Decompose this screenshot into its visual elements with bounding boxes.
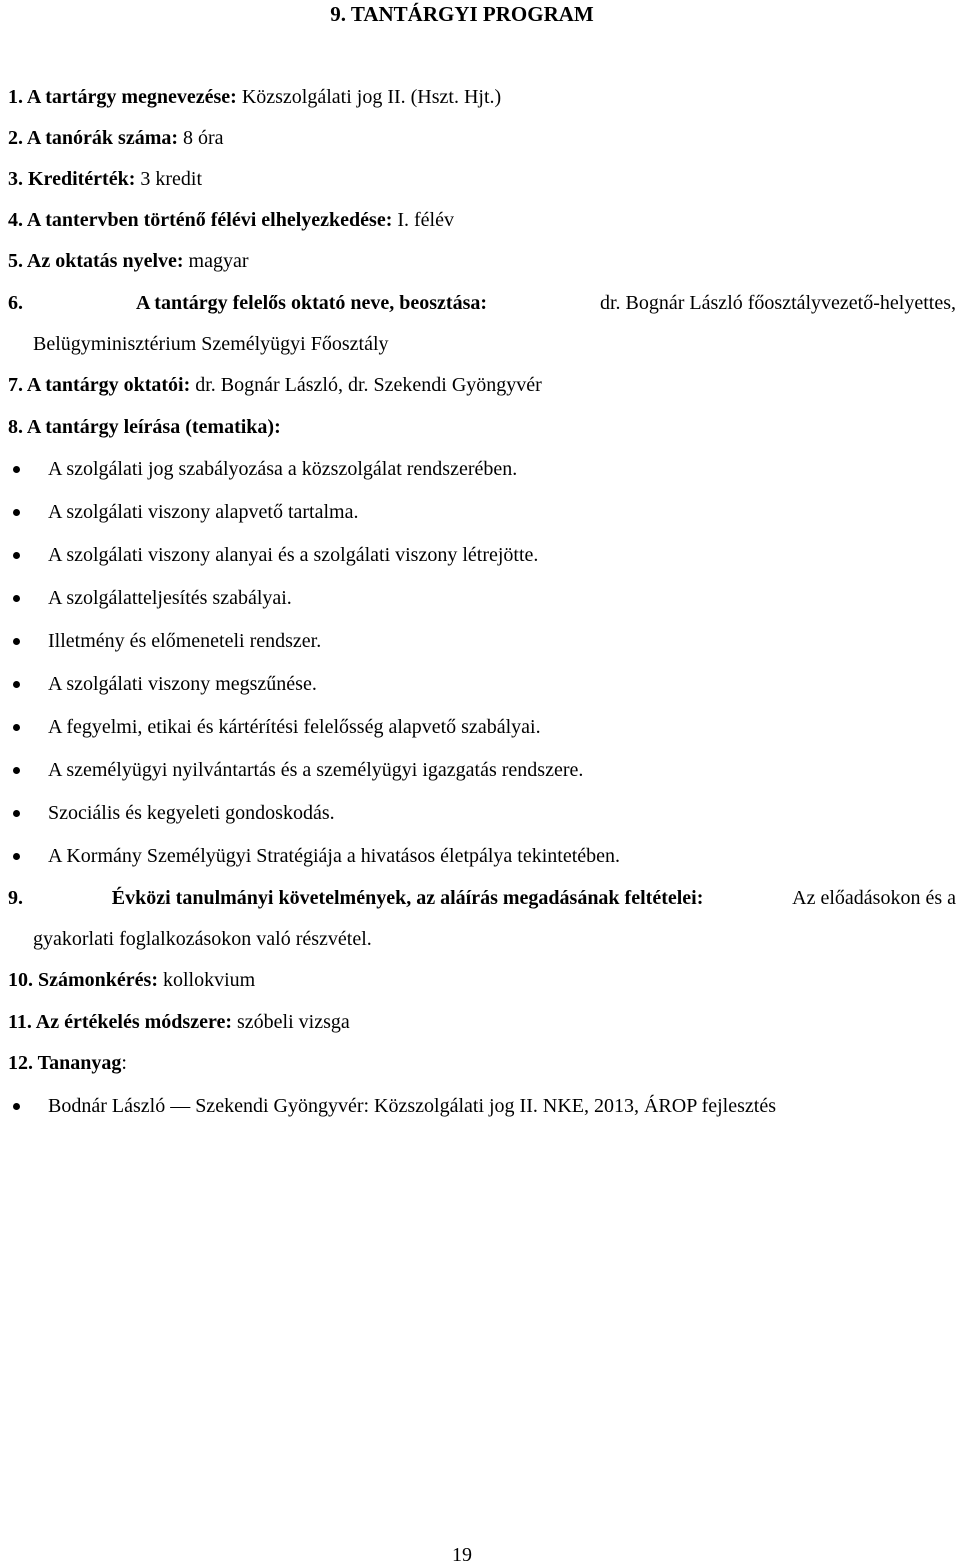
item-label: A tantervben történő félévi elhelyezkedése: [26, 209, 393, 231]
bullet-icon [13, 853, 20, 860]
bullet-icon [13, 638, 20, 645]
item-number: 6. [8, 292, 23, 314]
item-label: A tantárgy leírása (tematika): [26, 416, 281, 438]
item-label: Számonkérés: [38, 969, 158, 991]
item-label: Tananyag [37, 1052, 122, 1074]
item-value: Közszolgálati jog II. (Hszt. Hjt.) [236, 86, 502, 108]
item-label: Az oktatás nyelve: [26, 250, 184, 272]
topic-text: A szolgálati viszony alanyai és a szolgálati viszony létrejötte. [48, 544, 539, 566]
item-number: 4. [8, 209, 27, 231]
bullet-icon [13, 681, 20, 688]
bullet-icon [13, 1103, 20, 1110]
item-value: magyar [183, 250, 249, 272]
item-number: 8. [8, 416, 27, 438]
item-number: 12. [8, 1052, 38, 1074]
item-material [8, 1050, 960, 1076]
item-evaluation-method [8, 1009, 960, 1035]
bullet-icon [13, 509, 20, 516]
item-value: Az előadásokon és a [792, 887, 956, 909]
bullet-icon [13, 810, 20, 817]
topic-text: A Kormány Személyügyi Stratégiája a hivatásos életpálya tekintetében. [48, 845, 621, 867]
item-lesson-count [8, 125, 960, 151]
page-title: 9. TANTÁRGYI PROGRAM [330, 2, 594, 26]
item-label: Az értékelés módszere: [35, 1011, 232, 1033]
item-label: Évközi tanulmányi követelmények, az aláírás megadásának feltételei: [111, 887, 704, 909]
item-semester [8, 207, 960, 233]
item-responsible-teacher [8, 290, 956, 316]
item-label: A tantárgy oktatói: [26, 374, 191, 396]
item-teachers [8, 372, 960, 398]
topic-text: A szolgálati viszony alapvető tartalma. [48, 501, 359, 523]
item-value: dr. Bognár László, dr. Szekendi Gyöngyvér [190, 374, 542, 396]
item-language [8, 248, 960, 274]
item-number: 10. [8, 969, 38, 991]
item-number: 2. [8, 127, 27, 149]
item-description [8, 414, 960, 440]
bullet-icon [13, 724, 20, 731]
bullet-icon [13, 552, 20, 559]
topic-text: A fegyelmi, etikai és kártérítési felelősség alapvető szabályai. [48, 716, 541, 738]
item-colon: : [121, 1052, 127, 1074]
item-number: 1. [8, 86, 27, 108]
material-text: Bodnár László ― Szekendi Gyöngyvér: Közszolgálati jog II. NKE, 2013, ÁROP fejlesztés [48, 1095, 776, 1117]
item-number: 3. [8, 168, 28, 190]
topic-text: A szolgálati jog szabályozása a közszolgálat rendszerében. [48, 458, 518, 480]
item-number: 7. [8, 374, 27, 396]
item-value: I. félév [392, 209, 454, 231]
item-label: Kreditérték: [28, 168, 136, 190]
item-credit [8, 166, 960, 192]
topic-text: A szolgálatteljesítés szabályai. [48, 587, 292, 609]
item-requirements-continuation: gyakorlati foglalkozásokon való részvétel. [33, 928, 372, 950]
item-value: szóbeli vizsga [232, 1011, 350, 1033]
item-responsible-teacher-continuation: Belügyminisztérium Személyügyi Főosztály [33, 333, 389, 355]
item-value: 8 óra [178, 127, 224, 149]
item-value: 3 kredit [135, 168, 203, 190]
item-label: A tantárgy felelős oktató neve, beosztása: [135, 292, 488, 314]
topic-text: A szolgálati viszony megszűnése. [48, 673, 317, 695]
item-number: 11. [8, 1011, 36, 1033]
page-number: 19 [452, 1544, 472, 1566]
bullet-icon [13, 767, 20, 774]
item-number: 9. [8, 887, 23, 909]
item-value: kollokvium [157, 969, 256, 991]
item-label: A tartárgy megnevezése: [26, 86, 237, 108]
item-label: A tanórák száma: [26, 127, 179, 149]
item-number: 5. [8, 250, 27, 272]
item-subject-name [8, 84, 960, 110]
item-assessment [8, 967, 960, 993]
item-value: dr. Bognár László főosztályvezető-helyettes, [600, 292, 956, 314]
bullet-icon [13, 466, 20, 473]
item-requirements [8, 885, 956, 911]
topic-text: Illetmény és előmeneteli rendszer. [48, 630, 322, 652]
bullet-icon [13, 595, 20, 602]
topic-text: A személyügyi nyilvántartás és a személyügyi igazgatás rendszere. [48, 759, 584, 781]
topic-text: Szociális és kegyeleti gondoskodás. [48, 802, 335, 824]
